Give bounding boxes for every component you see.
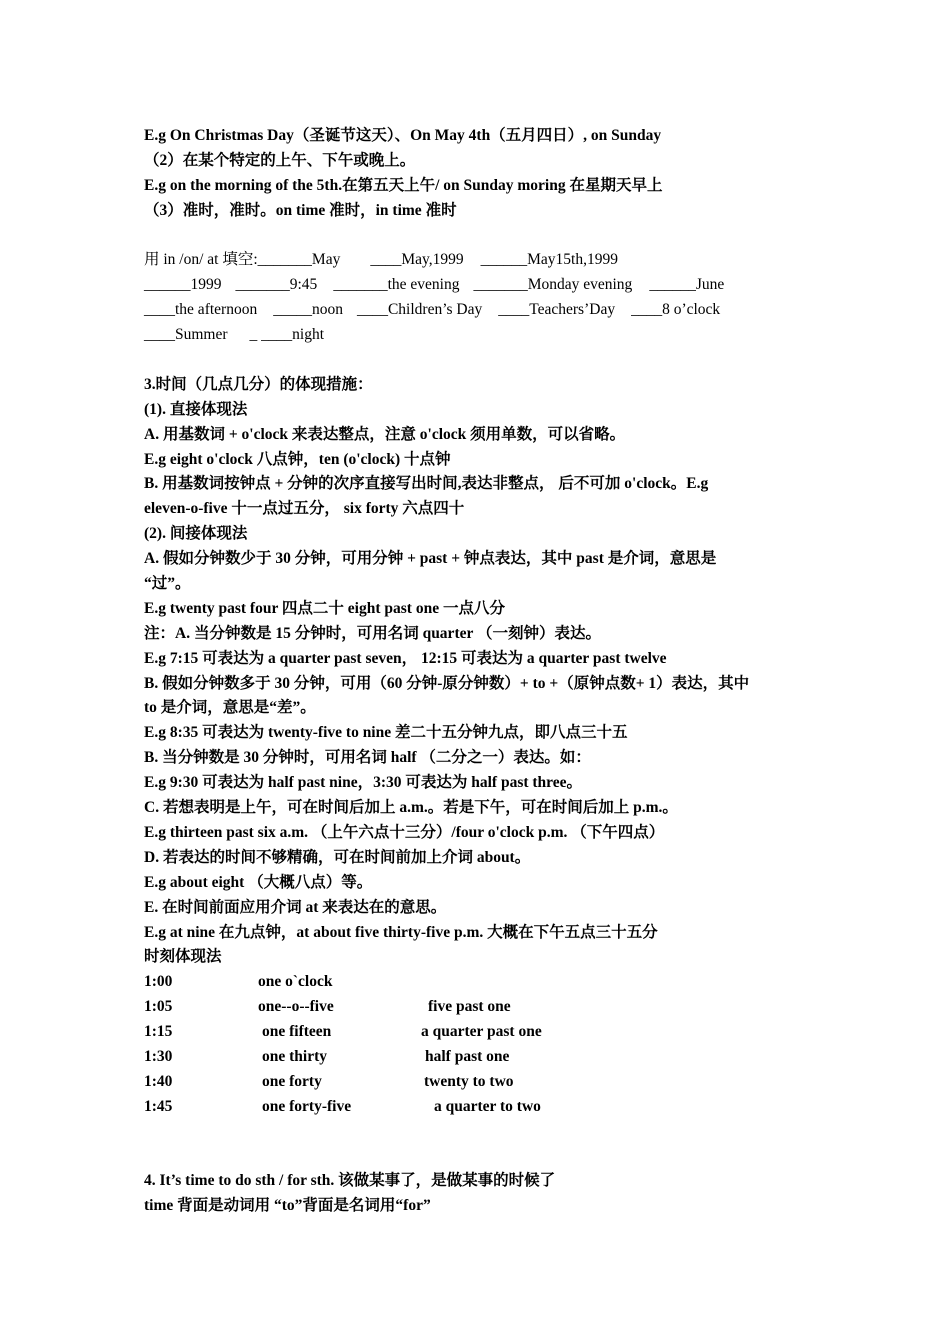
document-body [144,124,824,1219]
spacer [144,1120,824,1145]
text-line: E.g 8:35 可表达为 twenty-five to nine 差二十五分钟九点，即八点三十五 [144,724,628,742]
time-table-row [144,1070,824,1095]
fill-blank: ____the afternoon [144,301,258,319]
text-line: E.g about eight （大概八点）等。 [144,873,373,891]
fill-exercise-row-2 [144,273,824,298]
fill-blank: ____Teachers’Day [498,301,616,319]
text-line: E.g at nine 在九点钟，at about five thirty-five p.m. 大概在下午五点三十五分 [144,923,658,941]
fill-blank: _______the evening [333,276,460,294]
spacer [144,1145,824,1170]
time-reading: one--o--five [258,998,334,1016]
section-heading: 3.时间（几点几分）的体现措施： [144,375,373,393]
text-line: “过”。 [144,575,191,593]
time-alt-reading: half past one [425,1047,510,1065]
fill-blank: ______June [649,276,725,294]
fill-exercise-row-3 [144,298,824,323]
text-line: A. 用基数词 + o'clock 来表达整点，注意 o'clock 须用单数，可以省略。 [144,425,626,443]
time-alt-reading: twenty to two [424,1072,514,1090]
fill-blank: _______9:45 [235,276,318,294]
fill-blank: _______May [257,251,341,269]
time-table-row [144,1045,824,1070]
time-value: 1:45 [144,1097,173,1115]
text-line: (1). 直接体现法 [144,400,248,418]
text-line: E.g 9:30 可表达为 half past nine，3:30 可表达为 half past three。 [144,774,583,792]
section-heading: 4. It’s time to do sth / for sth. 该做某事了，是做某事的时候了 [144,1172,556,1190]
time-value: 1:05 [144,998,173,1016]
text-line: （3）准时，准时。on time 准时，in time 准时 [144,201,457,219]
time-value: 1:15 [144,1023,173,1041]
time-table-row [144,970,824,995]
time-alt-reading: five past one [428,998,511,1016]
fill-prompt: 用 in /on/ at 填空: [144,251,258,269]
time-reading: one forty [262,1072,322,1090]
text-line: E.g twenty past four 四点二十 eight past one 一点八分 [144,599,505,617]
text-line: E.g eight o'clock 八点钟，ten (o'clock) 十点钟 [144,450,451,468]
text-line: E.g on the morning of the 5th.在第五天上午/ on Sunday moring 在星期天早上 [144,176,663,194]
fill-blank: ____Children’s Day [356,301,483,319]
time-table-row [144,1095,824,1120]
text-line: 注：A. 当分钟数是 15 分钟时，可用名词 quarter （一刻钟）表达。 [144,624,601,642]
fill-blank: _____noon [273,301,343,319]
text-line: （2）在某个特定的上午、下午或晚上。 [144,151,416,169]
fill-blank: ______1999 [144,276,222,294]
section-3-body [144,373,824,970]
text-line: B. 当分钟数是 30 分钟时，可用名词 half （二分之一）表达。如： [144,749,591,767]
time-reading: one forty-five [262,1097,352,1115]
fill-blank: ______May15th,1999 [480,251,618,269]
time-value: 1:00 [144,973,173,991]
fill-blank: ____8 o’clock [631,301,721,319]
text-line: 时刻体现法 [144,948,222,966]
text-line: C. 若想表明是上午，可在时间后加上 a.m.。若是下午，可在时间后加上 p.m.。 [144,799,678,817]
text-line: E.g On Christmas Day（圣诞节这天）、On May 4th（五月四日）, on Sunday [144,127,662,144]
text-line: E.g thirteen past six a.m. （上午六点十三分）/four o'clock p.m. （下午四点） [144,823,665,841]
time-table-row [144,1020,824,1045]
spacer [144,348,824,373]
text-line: E. 在时间前面应用介词 at 来表达在的意思。 [144,898,447,916]
text-line: time 背面是动词用 “to”背面是名词用“for” [144,1197,431,1215]
text-line: (2). 间接体现法 [144,525,248,543]
time-value: 1:30 [144,1047,173,1065]
text-line: eleven-o-five 十一点过五分， six forty 六点四十 [144,500,465,518]
fill-exercise-row-1 [144,248,824,273]
text-line: A. 假如分钟数少于 30 分钟，可用分钟 + past + 钟点表达，其中 past 是介词，意思是 [144,550,717,568]
fill-blank: ____May,1999 [370,251,464,269]
fill-blank: _______Monday evening [473,276,633,294]
fill-exercise-row-4 [144,323,824,348]
fill-blank: _ ____night [249,326,325,344]
text-line: to 是介词，意思是“差”。 [144,699,316,717]
time-table-row [144,995,824,1020]
text-line: E.g 7:15 可表达为 a quarter past seven， 12:15 可表达为 a quarter past twelve [144,649,667,667]
spacer [144,224,824,249]
text-line: D. 若表达的时间不够精确，可在时间前加上介词 about。 [144,848,531,866]
time-reading: one thirty [262,1047,328,1065]
text-line: B. 假如分钟数多于 30 分钟，可用（60 分钟-原分钟数）+ to +（原钟点数+ 1）表达，其中 [144,674,750,692]
time-value: 1:40 [144,1072,173,1090]
time-alt-reading: a quarter to two [434,1097,541,1115]
time-reading: one o`clock [258,973,333,991]
time-alt-reading: a quarter past one [421,1023,542,1041]
time-table [144,970,824,1119]
text-line: B. 用基数词按钟点 + 分钟的次序直接写出时间,表达非整点， 后不可加 o'clock。E.g [144,475,709,493]
time-reading: one fifteen [262,1023,332,1041]
fill-blank: ____Summer [144,326,228,344]
